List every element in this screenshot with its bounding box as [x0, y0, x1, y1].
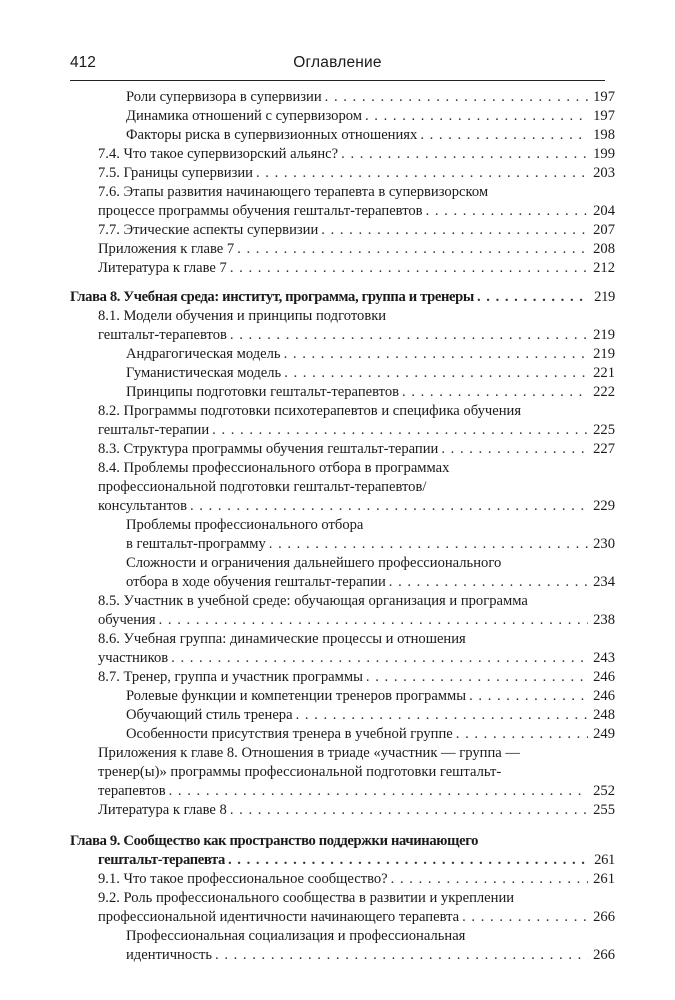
dot-leader: [321, 221, 588, 240]
toc-entry-line: [126, 383, 615, 402]
running-header: [70, 54, 605, 78]
toc-entry-line: [126, 946, 615, 965]
toc-page-number: 249: [593, 726, 615, 742]
toc-page-number: 212: [593, 260, 615, 276]
dot-leader: [284, 364, 588, 383]
toc-page-number: 229: [593, 498, 615, 514]
toc-entry-text: консультантов: [98, 498, 187, 514]
toc-entry-line: [98, 259, 615, 278]
toc-entry-line: [126, 126, 615, 145]
toc-entry-line: [98, 440, 615, 459]
toc-entry-text: Обучающий стиль тренера: [126, 707, 293, 723]
toc-entry-text: обучения: [98, 612, 156, 628]
toc-section: [70, 440, 615, 459]
toc-entry-text: 7.5. Границы супервизии: [98, 165, 253, 181]
toc-entry-text: профессиональной идентичности начинающего терапевта: [98, 909, 460, 925]
toc-section: [70, 402, 615, 440]
toc-subsection: [70, 88, 615, 107]
toc-subsection: [70, 725, 615, 744]
toc-page-number: 234: [593, 574, 615, 590]
dot-leader: [462, 908, 588, 927]
toc-entry-text: Динамика отношений с супервизором: [126, 108, 362, 124]
toc-section: [70, 592, 615, 630]
toc-page-number: 222: [593, 384, 615, 400]
toc-entry-text: процессе программы обучения гештальт-терапевтов: [98, 203, 423, 219]
toc-entry-text: Андрагогическая модель: [126, 346, 281, 362]
toc-entry-line: [98, 240, 615, 259]
toc-entry-line: [98, 668, 615, 687]
dot-leader: [366, 668, 588, 687]
toc-entry-line: [126, 345, 615, 364]
toc-subsection: [70, 554, 615, 592]
toc-section: [70, 889, 615, 927]
toc-page-number: 207: [593, 222, 615, 238]
toc-entry-text: 8.1. Модели обучения и принципы подготовки: [98, 308, 387, 324]
dot-leader: [402, 383, 588, 402]
dot-leader: [256, 164, 588, 183]
toc-entry-line: [98, 421, 615, 440]
toc-page-number: 204: [593, 203, 615, 219]
toc-entry-line: [98, 145, 615, 164]
dot-leader: [190, 497, 588, 516]
toc-entry-text: Литература к главе 8: [98, 802, 227, 818]
toc-entry-line: [126, 573, 615, 592]
dot-leader: [341, 145, 588, 164]
toc-entry-line: [98, 326, 615, 345]
dot-leader: [477, 288, 588, 307]
toc-entry-text: Особенности присутствия тренера в учебной группе: [126, 726, 453, 742]
toc-entry-line: [126, 107, 615, 126]
toc-page-number: 199: [593, 146, 615, 162]
toc-section: [70, 240, 615, 259]
toc-section: [70, 145, 615, 164]
dot-leader: [212, 421, 588, 440]
toc-subsection: [70, 345, 615, 364]
toc-entry-text: терапевтов: [98, 783, 166, 799]
dot-leader: [237, 240, 588, 259]
toc-entry-text: 8.7. Тренер, группа и участник программы: [98, 669, 363, 685]
toc-entry-text: Приложения к главе 8. Отношения в триаде «участник — группа —: [98, 745, 521, 761]
toc-entry-line: [126, 725, 615, 744]
toc-entry-text: Принципы подготовки гештальт-терапевтов: [126, 384, 400, 400]
toc-section: [70, 183, 615, 221]
dot-leader: [215, 946, 588, 965]
toc-entry-text: Приложения к главе 7: [98, 241, 235, 257]
toc-entry-text: 8.4. Проблемы профессионального отбора в программах: [98, 460, 450, 476]
toc-page-number: 219: [594, 289, 615, 305]
toc-entry-line: [98, 870, 615, 889]
toc-subsection: [70, 364, 615, 383]
toc-subsection: [70, 706, 615, 725]
toc-entry-text: Факторы риска в супервизионных отношениях: [126, 127, 418, 143]
toc-section: [70, 744, 615, 801]
toc-entry-text: Ролевые функции и компетенции тренеров программы: [126, 688, 467, 704]
dot-leader: [296, 706, 588, 725]
toc-entry-line: [98, 801, 615, 820]
toc-entry-text: Роли супервизора в супервизии: [126, 89, 322, 105]
toc-entry-line: [126, 88, 615, 107]
toc-entry-line: [98, 649, 615, 668]
toc-subsection: [70, 927, 615, 965]
toc-entry-text: 9.1. Что такое профессиональное сообщество?: [98, 871, 388, 887]
toc-page-number: 197: [593, 89, 615, 105]
toc-entry-line: [126, 364, 615, 383]
toc-entry-line: [70, 851, 615, 870]
toc-entry-text: Гуманистическая модель: [126, 365, 282, 381]
toc-page-number: 230: [593, 536, 615, 552]
dot-leader: [169, 782, 588, 801]
toc-page-number: 208: [593, 241, 615, 257]
toc-entry-line: [98, 202, 615, 221]
toc-page-number: 255: [593, 802, 615, 818]
dot-leader: [269, 535, 588, 554]
toc-entry-text: Глава 8. Учебная среда: институт, программа, группа и тренеры: [70, 289, 474, 305]
toc-entry-text: 7.4. Что такое супервизорский альянс?: [98, 146, 339, 162]
toc-entry-text: 7.7. Этические аспекты супервизии: [98, 222, 319, 238]
toc-entry-text: отбора в ходе обучения гештальт-терапии: [126, 574, 386, 590]
toc-page-number: 219: [593, 346, 615, 362]
toc-entry-line: [98, 782, 615, 801]
toc-entry-text: идентичность: [126, 947, 213, 963]
page-number: 412: [70, 54, 96, 71]
toc-subsection: [70, 687, 615, 706]
toc-page-number: 203: [593, 165, 615, 181]
toc-entry-line: [98, 221, 615, 240]
toc-entry-text: 8.2. Программы подготовки психотерапевтов и специфика обучения: [98, 403, 522, 419]
dot-leader: [230, 801, 588, 820]
toc-entry-line: [98, 497, 615, 516]
toc-page-number: 261: [594, 852, 615, 868]
toc-entry-text: участников: [98, 650, 169, 666]
toc-page-number: 227: [593, 441, 615, 457]
toc-section: [70, 459, 615, 516]
dot-leader: [469, 687, 588, 706]
toc-page-number: 198: [593, 127, 615, 143]
toc-entry-line: [98, 908, 615, 927]
toc-section: [70, 307, 615, 345]
toc-entry-line: [126, 535, 615, 554]
toc-entry-text: 7.6. Этапы развития начинающего терапевта в супервизорском: [98, 184, 489, 200]
toc-page-number: 246: [593, 688, 615, 704]
toc-entry-text: 9.2. Роль профессионального сообщества в развитии и укреплении: [98, 890, 515, 906]
toc-entry-text: Литература к главе 7: [98, 260, 227, 276]
dot-leader: [420, 126, 588, 145]
toc-entry-text: 8.3. Структура программы обучения гештальт-терапии: [98, 441, 439, 457]
toc-entry-text: Глава 9. Сообщество как пространство поддержки начинающего: [70, 833, 479, 849]
dot-leader: [389, 573, 588, 592]
toc-page-number: 197: [593, 108, 615, 124]
toc-entry-text: профессиональной подготовки гештальт-терапевтов/: [98, 479, 427, 495]
toc-entry-text: гештальт-терапии: [98, 422, 210, 438]
dot-leader: [325, 88, 588, 107]
dot-leader: [228, 851, 588, 870]
toc-page-number: 252: [593, 783, 615, 799]
toc-chapter: [70, 832, 615, 870]
toc-entry-text: гештальт-терапевта: [98, 852, 225, 868]
header-rule: [70, 80, 605, 81]
toc-subsection: [70, 107, 615, 126]
dot-leader: [230, 326, 588, 345]
dot-leader: [171, 649, 588, 668]
running-title: Оглавление: [293, 54, 382, 71]
toc-section: [70, 801, 615, 820]
dot-leader: [284, 345, 588, 364]
toc-entry-text: Профессиональная социализация и профессиональная: [126, 928, 466, 944]
toc-chapter: [70, 288, 615, 307]
toc-section: [70, 259, 615, 278]
toc-section: [70, 870, 615, 889]
toc-entry-text: 8.6. Учебная группа: динамические процессы и отношения: [98, 631, 466, 647]
toc-subsection: [70, 383, 615, 402]
toc-entry-text: Проблемы профессионального отбора: [126, 517, 364, 533]
toc-page-number: 225: [593, 422, 615, 438]
toc-page-number: 243: [593, 650, 615, 666]
toc-page-number: 246: [593, 669, 615, 685]
toc-entry-line: [126, 687, 615, 706]
toc-entry-line: [126, 706, 615, 725]
toc-subsection: [70, 126, 615, 145]
toc-page-number: 219: [593, 327, 615, 343]
toc-subsection: [70, 516, 615, 554]
dot-leader: [456, 725, 588, 744]
toc-page-number: 248: [593, 707, 615, 723]
dot-leader: [230, 259, 588, 278]
dot-leader: [391, 870, 588, 889]
toc-entry-line: [98, 164, 615, 183]
toc-page-number: 221: [593, 365, 615, 381]
toc-entry-text: в гештальт-программу: [126, 536, 266, 552]
toc-entry-text: 8.5. Участник в учебной среде: обучающая организация и программа: [98, 593, 528, 609]
toc-page-number: 261: [593, 871, 615, 887]
toc-page-number: 266: [593, 947, 615, 963]
dot-leader: [441, 440, 588, 459]
toc-entry-line: [70, 288, 615, 307]
toc-page-number: 238: [593, 612, 615, 628]
toc-section: [70, 630, 615, 668]
toc-entry-text: гештальт-терапевтов: [98, 327, 227, 343]
toc-entry-text: тренер(ы)» программы профессиональной подготовки гештальт-: [98, 764, 502, 780]
dot-leader: [426, 202, 588, 221]
toc-entry-text: Сложности и ограничения дальнейшего профессионального: [126, 555, 502, 571]
toc-section: [70, 221, 615, 240]
toc-section: [70, 164, 615, 183]
toc-page-number: 266: [593, 909, 615, 925]
toc-section: [70, 668, 615, 687]
dot-leader: [159, 611, 588, 630]
toc-entry-line: [98, 611, 615, 630]
dot-leader: [365, 107, 588, 126]
table-of-contents: [70, 88, 615, 965]
